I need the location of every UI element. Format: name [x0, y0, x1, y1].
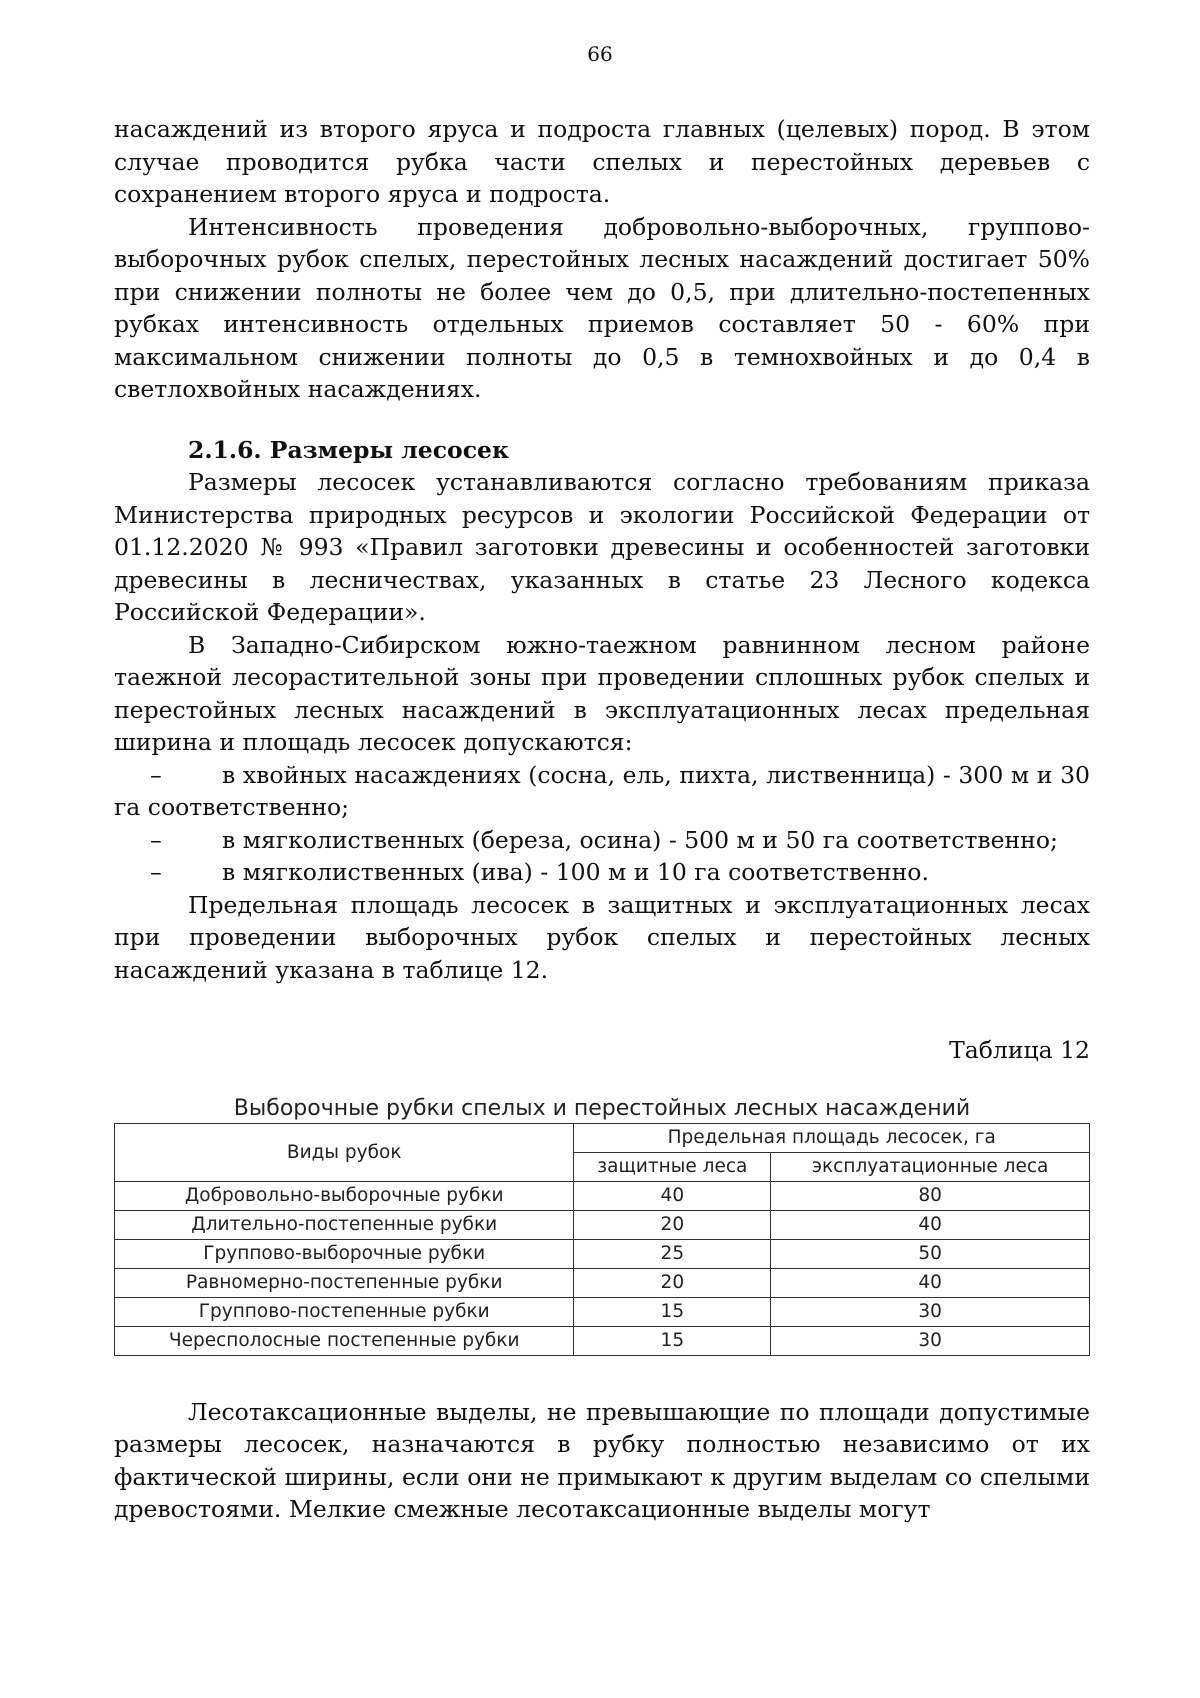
table-row	[115, 1210, 1090, 1239]
list-dash: –	[150, 760, 162, 789]
cell-protective: 20	[574, 1210, 771, 1239]
cell-exploitation: 30	[771, 1297, 1090, 1326]
table-header-row	[115, 1123, 1090, 1152]
header-max-area: Предельная площадь лесосек, га	[574, 1123, 1090, 1152]
paragraph: В Западно-Сибирском южно-таежном равнинном лесном районе таежной лесорастительной зоны при проведении сплошных рубок спелых и перестойных лесных насаждений в эксплуатационных лесах предельная ширина и площадь лесосек допускаются:	[114, 630, 1090, 756]
table-row	[115, 1181, 1090, 1210]
cell-cutting-type: Равномерно-постепенные рубки	[115, 1268, 574, 1297]
cell-cutting-type: Добровольно-выборочные рубки	[115, 1181, 574, 1210]
cell-cutting-type: Чересполосные постепенные рубки	[115, 1326, 574, 1355]
cutting-area-table	[114, 1123, 1090, 1356]
header-protective-forests: защитные леса	[574, 1152, 771, 1181]
cell-protective: 15	[574, 1326, 771, 1355]
list-item	[114, 759, 1090, 824]
table-row	[115, 1239, 1090, 1268]
paragraph: Предельная площадь лесосек в защитных и эксплуатационных лесах при проведении выборочных рубок спелых и перестойных лесных насаждений указана в таблице 12.	[114, 890, 1090, 984]
document-body	[114, 113, 1090, 1526]
cell-exploitation: 40	[771, 1268, 1090, 1297]
paragraph: Размеры лесосек устанавливаются согласно требованиям приказа Министерства природных ресурсов и экологии Российской Федерации от 01.12.2020 № 993 «Правил заготовки древесины и особенностей заготовки древесины в лесничествах, указанных в статье 23 Лесного кодекса Российской Федерации».	[114, 468, 1090, 626]
page-number: 66	[587, 42, 613, 66]
header-cutting-type: Виды рубок	[115, 1123, 574, 1181]
cell-cutting-type: Группово-постепенные рубки	[115, 1297, 574, 1326]
list-item-text: в хвойных насаждениях (сосна, ель, пихта, лиственница) - 300 м и 30 га соответственно;	[114, 760, 1090, 821]
cell-protective: 25	[574, 1239, 771, 1268]
table-row	[115, 1326, 1090, 1355]
list-dash: –	[150, 825, 162, 854]
cell-cutting-type: Длительно-постепенные рубки	[115, 1210, 574, 1239]
section-heading: 2.1.6. Размеры лесосек	[188, 435, 509, 464]
list-item-text: в мягколиственных (береза, осина) - 500 м и 50 га соответственно;	[222, 825, 1058, 854]
cell-cutting-type: Группово-выборочные рубки	[115, 1239, 574, 1268]
paragraph: насаждений из второго яруса и подроста главных (целевых) пород. В этом случае проводится рубка части спелых и перестойных деревьев с сохранением второго яруса и подроста.	[114, 115, 1090, 208]
cell-exploitation: 50	[771, 1239, 1090, 1268]
cell-exploitation: 40	[771, 1210, 1090, 1239]
header-exploitation-forests: эксплуатационные леса	[771, 1152, 1090, 1181]
paragraph: Лесотаксационные выделы, не превышающие по площади допустимые размеры лесосек, назначаются в рубку полностью независимо от их фактической ширины, если они не примыкают к другим выделам со спелыми древостоями. Мелкие смежные лесотаксационные выделы могут	[114, 1397, 1090, 1523]
list-dash: –	[150, 858, 162, 886]
cell-exploitation: 30	[771, 1326, 1090, 1355]
list-item	[114, 856, 1090, 889]
table-caption: Выборочные рубки спелых и перестойных лесных насаждений	[233, 1095, 971, 1121]
list-item	[114, 824, 1090, 857]
list-item-text: в мягколиственных (ива) - 100 м и 10 га соответственно.	[222, 858, 929, 886]
cell-protective: 40	[574, 1181, 771, 1210]
table-label: Таблица 12	[949, 1036, 1090, 1064]
cell-exploitation: 80	[771, 1181, 1090, 1210]
paragraph: Интенсивность проведения добровольно-выборочных, группово-выборочных рубок спелых, перестойных лесных насаждений достигает 50% при снижении полноты не более чем до 0,5, при длительно-постепенных рубках интенсивность отдельных приемов составляет 50 - 60% при максимальном снижении полноты до 0,5 в темнохвойных и до 0,4 в светлохвойных насаждениях.	[114, 212, 1090, 403]
table-row	[115, 1297, 1090, 1326]
cell-protective: 15	[574, 1297, 771, 1326]
table-row	[115, 1268, 1090, 1297]
cell-protective: 20	[574, 1268, 771, 1297]
